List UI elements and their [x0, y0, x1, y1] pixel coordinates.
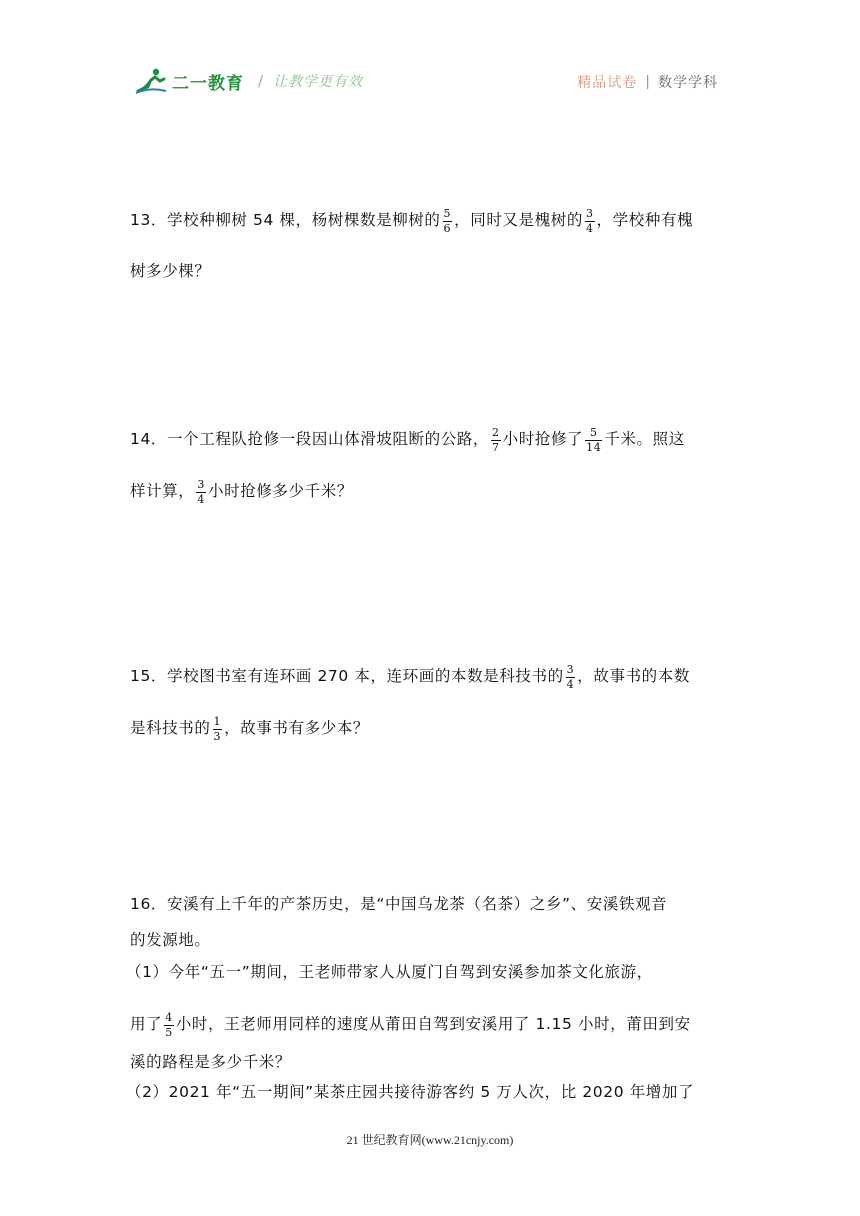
- q14-fraction-1: [491, 427, 501, 453]
- page-header: [134, 64, 718, 100]
- q16-text-4b: 小时，王老师用同样的速度从莆田自驾到安溪用了 1.15 小时，莆田到安: [175, 1015, 691, 1034]
- brand-name: 二一教育: [172, 73, 244, 94]
- q13-fraction-1: [443, 208, 453, 234]
- q14-line-1: [130, 427, 685, 453]
- q16-line-5: [130, 1055, 291, 1071]
- q15-text-b: ，故事书的本数: [577, 667, 690, 686]
- logo: [134, 66, 363, 96]
- q16-line-6: [126, 1085, 694, 1101]
- q16-line-3: [126, 965, 653, 981]
- numerator: 5: [589, 426, 598, 439]
- numerator: 3: [197, 478, 206, 491]
- q16-fraction-1: [164, 1012, 174, 1038]
- q13-text-c: ，学校种有槐: [596, 211, 694, 230]
- q16-line-2: [130, 933, 211, 949]
- runner-logo-icon: [134, 67, 168, 95]
- q14-fraction-3: [196, 479, 206, 505]
- q16-text-5: 溪的路程是多少千米？: [130, 1053, 292, 1071]
- header-separator: |: [645, 74, 650, 90]
- q16-text-6: （2）2021 年“五一期间”某茶庄园共接待游客约 5 万人次，比 2020 年增加了: [126, 1083, 695, 1101]
- numerator: 5: [443, 207, 452, 220]
- slogan: 让教学更有效: [273, 74, 364, 90]
- q14-line-2: [130, 479, 353, 505]
- q16-text-3: （1）今年“五一”期间，王老师带家人从厦门自驾到安溪参加茶文化旅游，: [126, 963, 653, 981]
- numerator: 2: [492, 426, 500, 439]
- numerator: 1: [213, 715, 222, 728]
- header-tag-subject: 数学学科: [658, 75, 718, 91]
- denominator: 14: [586, 440, 602, 454]
- q16-text-1: 16．安溪有上千年的产茶历史，是“中国乌龙茶（名茶）之乡”、安溪铁观音: [130, 895, 668, 913]
- denominator: 3: [213, 729, 222, 743]
- q14-text-a: 14．一个工程队抢修一段因山体滑坡阻断的公路，: [130, 430, 490, 449]
- page-footer: 21 世纪教育网(www.21cnjy.com): [346, 1133, 514, 1147]
- header-tag-quality: 精品试卷: [577, 75, 638, 91]
- q13-text-d: 树多少棵？: [130, 262, 211, 280]
- denominator: 4: [585, 221, 594, 235]
- q14-text-d: 样计算，: [130, 482, 195, 501]
- q15-line-2: [130, 716, 369, 742]
- q16-text-2: 的发源地。: [130, 931, 211, 949]
- denominator: 4: [197, 492, 206, 506]
- q15-fraction-2: [213, 716, 223, 742]
- numerator: 3: [566, 663, 575, 676]
- q15-text-d: ，故事书有多少本？: [224, 719, 370, 738]
- q16-line-4: [130, 1012, 691, 1038]
- q13-line-2: [130, 264, 211, 280]
- q14-text-b: 小时抢修了: [502, 430, 584, 449]
- q15-fraction-1: [566, 664, 576, 690]
- denominator: 5: [165, 1025, 173, 1039]
- q15-line-1: [130, 664, 690, 690]
- q13-line-1: [130, 208, 693, 234]
- denominator: 6: [443, 221, 452, 235]
- q13-text-b: ，同时又是槐树的: [454, 211, 583, 230]
- denominator: 4: [566, 677, 575, 691]
- q16-line-1: [130, 897, 667, 913]
- numerator: 3: [585, 207, 594, 220]
- q14-text-e: 小时抢修多少千米？: [208, 482, 353, 501]
- q14-fraction-2: [585, 427, 602, 453]
- q15-text-a: 15．学校图书室有连环画 270 本，连环画的本数是科技书的: [130, 667, 564, 686]
- q13-fraction-2: [585, 208, 595, 234]
- numerator: 4: [165, 1011, 173, 1024]
- divider-slash: /: [258, 72, 264, 90]
- q15-text-c: 是科技书的: [130, 719, 211, 738]
- q14-text-c: 千米。照这: [604, 430, 685, 449]
- q13-text-a: 13．学校种柳树 54 棵，杨树棵数是柳树的: [130, 211, 441, 230]
- q16-text-4a: 用了: [130, 1015, 163, 1034]
- denominator: 7: [492, 440, 500, 454]
- header-right: [577, 72, 718, 92]
